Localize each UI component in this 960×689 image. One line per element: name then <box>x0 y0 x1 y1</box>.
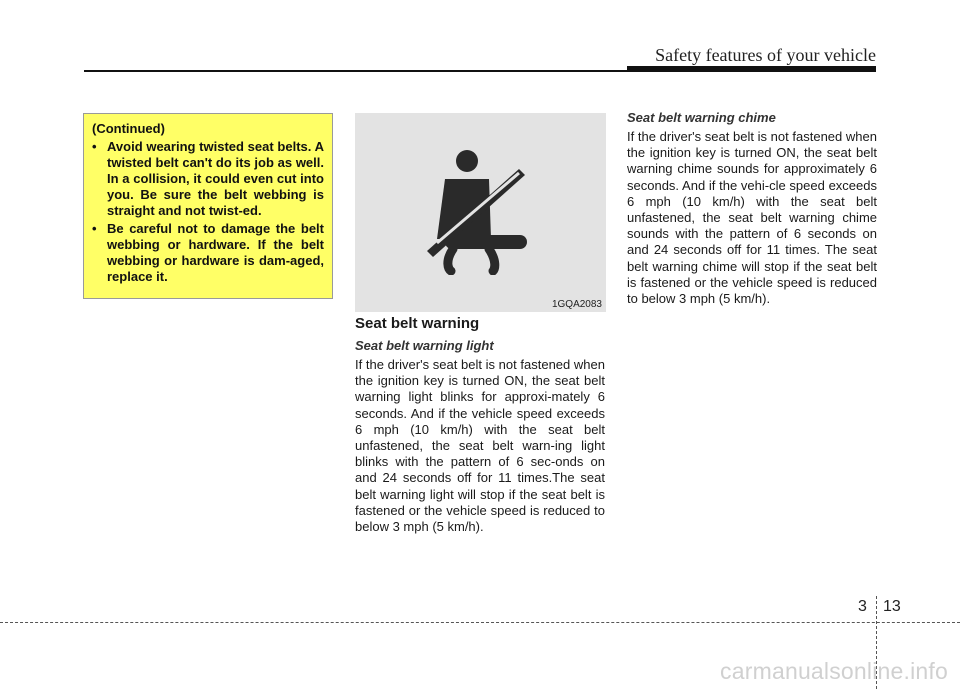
warning-bullet <box>92 139 324 219</box>
seat-belt-figure <box>355 113 606 312</box>
bullet-dot: • <box>92 139 97 154</box>
watermark: carmanualsonline.info <box>720 658 948 684</box>
light-body-text: If the driver's seat belt is not fastened when the ignition key is turned ON, the seat belt warning light blinks for approxi-mately 6 seconds. And if the vehicle speed exceeds 6 mph (10 km/h) with the seat belt unfastened, the seat belt warn-ing light blinks with the pattern of 6 sec-onds on and 24 seconds off for 11 times.The seat belt warning light will stop if the seat belt is fastened or the vehicle speed is reduced to below 3 mph (5 km/h). <box>355 357 605 535</box>
chime-body-text: If the driver's seat belt is not fastened when the ignition key is turned ON, the seat belt warning chime sounds for approximately 6 seconds. And if the vehi-cle speed exceeds 6 mph (10 km/h) with the seat belt unfastened, the seat belt warning chime sounds with the pattern of 6 seconds on and 24 seconds off for 11 times. The seat belt warning chime will stop if the seat belt is fastened or the vehicle speed is reduced to below 3 mph (5 km/h). <box>627 129 877 307</box>
bullet-dot: • <box>92 221 97 236</box>
warning-box <box>83 113 333 299</box>
section-heading: Seat belt warning <box>355 315 480 332</box>
chime-subheading: Seat belt warning chime <box>627 110 776 125</box>
warning-bullet <box>92 221 324 285</box>
warning-bullet-text: Avoid wearing twisted seat belts. A twisted belt can't do its job as well. In a collision, it could even cut into you. Be sure the belt webbing is straight and not twist-ed. <box>107 139 324 218</box>
header-section-title: Safety features of your vehicle <box>655 45 876 65</box>
chapter-number: 3 <box>858 598 867 615</box>
warning-continued-label: (Continued) <box>92 121 165 136</box>
middle-column <box>355 315 605 535</box>
seat-belt-warning-icon <box>415 143 547 275</box>
page-number: 13 <box>883 598 901 615</box>
warning-bullet-text: Be careful not to damage the belt webbing or hardware. If the belt webbing or hardware is dam-aged, replace it. <box>107 221 324 284</box>
right-column <box>627 110 877 307</box>
header-tab <box>627 66 876 72</box>
figure-code: 1GQA2083 <box>551 299 602 310</box>
footer-rule <box>0 622 960 623</box>
light-subheading: Seat belt warning light <box>355 338 494 353</box>
